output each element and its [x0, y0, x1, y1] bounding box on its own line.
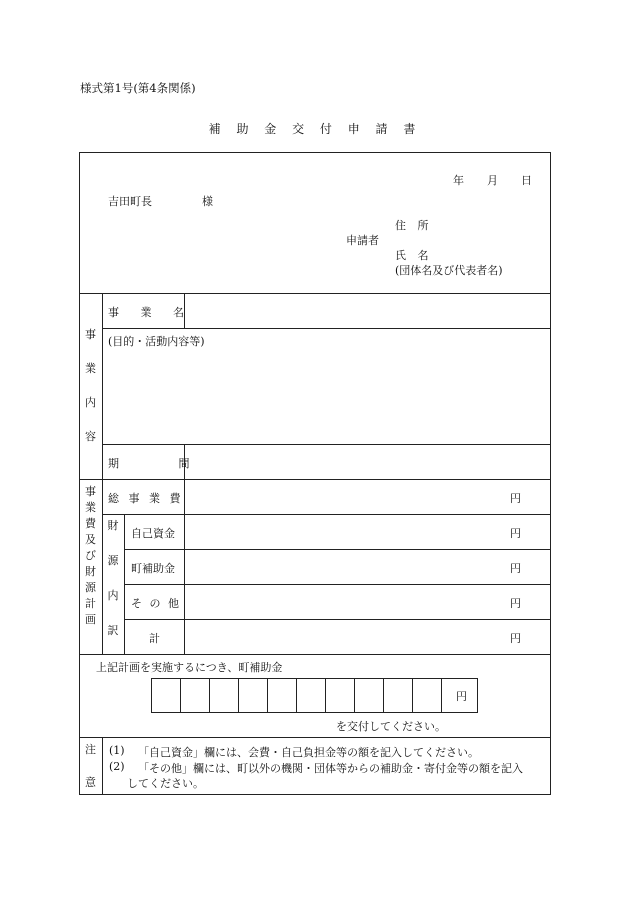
request-lead-text: 上記計画を実施するにつき、町補助金: [96, 661, 283, 674]
note-1-text: 「自己資金」欄には、会費・自己負担金等の額を記入してください。: [138, 746, 479, 759]
amount-yen-label: 円: [456, 690, 467, 703]
subtotal-label: 計: [149, 632, 160, 645]
note-2-continuation: してください。: [127, 777, 204, 790]
budget-section-label: 事 業 費 及 び 財 源 計 画: [85, 485, 96, 626]
notes-label: 注 意: [85, 743, 96, 789]
town-subsidy-label: 町補助金: [131, 562, 175, 575]
own-funds-label: 自己資金: [131, 527, 175, 540]
total-cost-unit: 円: [510, 492, 521, 505]
honorific-label: 様: [202, 195, 213, 208]
request-closing-text: を交付してください。: [336, 720, 446, 733]
date-month-label: 月: [487, 174, 498, 187]
project-section-label: 事 業 内 容: [85, 328, 96, 443]
date-year-label: 年: [453, 174, 464, 187]
address-label: 住 所: [395, 219, 433, 232]
total-cost-label: 総 事 業 費: [108, 492, 184, 505]
date-day-label: 日: [521, 174, 532, 187]
period-label: 期 間: [108, 457, 218, 470]
page-title: 補 助 金 交 付 申 請 書: [208, 122, 422, 136]
name-label: 氏 名: [395, 249, 433, 262]
town-subsidy-unit: 円: [510, 562, 521, 575]
form-number: 様式第1号(第4条関係): [80, 81, 196, 95]
funding-breakdown-label: 財 源 内 訳: [107, 519, 119, 637]
other-funds-label: そ の 他: [131, 597, 181, 610]
note-2-text: 「その他」欄には、町以外の機関・団体等からの補助金・寄付金等の額を記入: [138, 762, 523, 775]
purpose-label: (目的・活動内容等): [108, 335, 205, 348]
project-name-label: 事 業 名: [108, 306, 193, 319]
note-2-number: (2): [109, 760, 125, 773]
applicant-label: 申請者: [346, 234, 379, 247]
recipient-label: 吉田町長: [108, 195, 152, 208]
subtotal-unit: 円: [510, 632, 521, 645]
name-note: (団体名及び代表者名): [395, 264, 503, 277]
other-funds-unit: 円: [510, 597, 521, 610]
own-funds-unit: 円: [510, 527, 521, 540]
note-1-number: (1): [109, 744, 125, 757]
